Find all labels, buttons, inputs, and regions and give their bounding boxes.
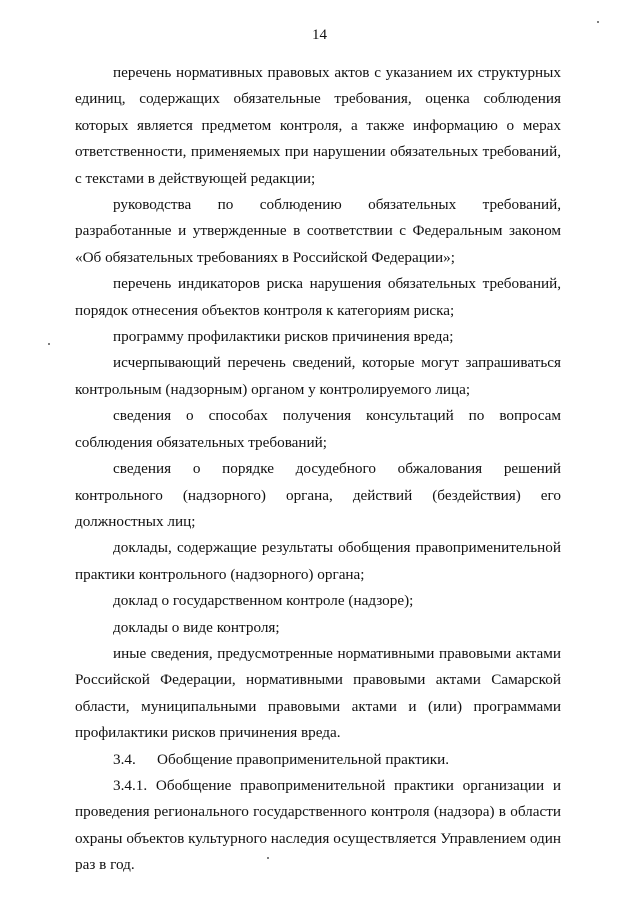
paragraph-final: 3.4.1. Обобщение правоприменительной практики организации и проведения регионального государственного контроля (надзора) в области охраны объектов культурного наследия осуществляется Управлением один раз в год.: [75, 776, 561, 874]
paragraph-information-list: исчерпывающий перечень сведений, которые могут запрашиваться контрольным (надзорным) органом у контролируемого лица;: [75, 354, 561, 398]
paragraph-state-control-report: доклад о государственном контроле (надзоре);: [113, 592, 414, 610]
paragraph-prevention-program: программу профилактики рисков причинения вреда;: [113, 328, 454, 346]
section-number: 3.4.: [113, 750, 136, 768]
scan-speck: [48, 343, 50, 345]
page-number: 14: [312, 27, 327, 43]
section-heading: [75, 747, 561, 773]
scan-speck: [267, 857, 269, 859]
document-body: [75, 60, 561, 879]
paragraph-practice-reports: доклады, содержащие результаты обобщения правоприменительной практики контрольного (надзорного) органа;: [75, 539, 561, 583]
paragraph-appeal-procedure: сведения о порядке досудебного обжалования решений контрольного (надзорного) органа, действий (бездействия) его должностных лиц;: [75, 460, 561, 530]
paragraph-guidelines: руководства по соблюдению обязательных требований, разработанные и утвержденные в соответствии с Федеральным законом «Об обязательных требованиях в Российской Федерации»;: [75, 196, 561, 266]
scan-speck: [597, 21, 599, 23]
paragraph-control-type-reports: доклады о виде контроля;: [113, 618, 280, 636]
paragraph-other-information: иные сведения, предусмотренные нормативными правовыми актами Российской Федерации, нормативными правовыми актами Самарской области, муниципальными правовыми актами и (или) программами профилактики рисков причинения вреда.: [75, 644, 561, 742]
paragraph-regulatory-acts: перечень нормативных правовых актов с указанием их структурных единиц, содержащих обязательные требования, оценка соблюдения которых является предметом контроля, а также информацию о мерах ответственности, применяемых при нарушении обязательных требований, с текстами в действующей редакции;: [75, 64, 561, 187]
paragraph-consultations: сведения о способах получения консультаций по вопросам соблюдения обязательных требований;: [75, 407, 561, 451]
section-title: Обобщение правоприменительной практики.: [157, 750, 450, 768]
paragraph-risk-indicators: перечень индикаторов риска нарушения обязательных требований, порядок отнесения объектов контроля к категориям риска;: [75, 275, 561, 319]
